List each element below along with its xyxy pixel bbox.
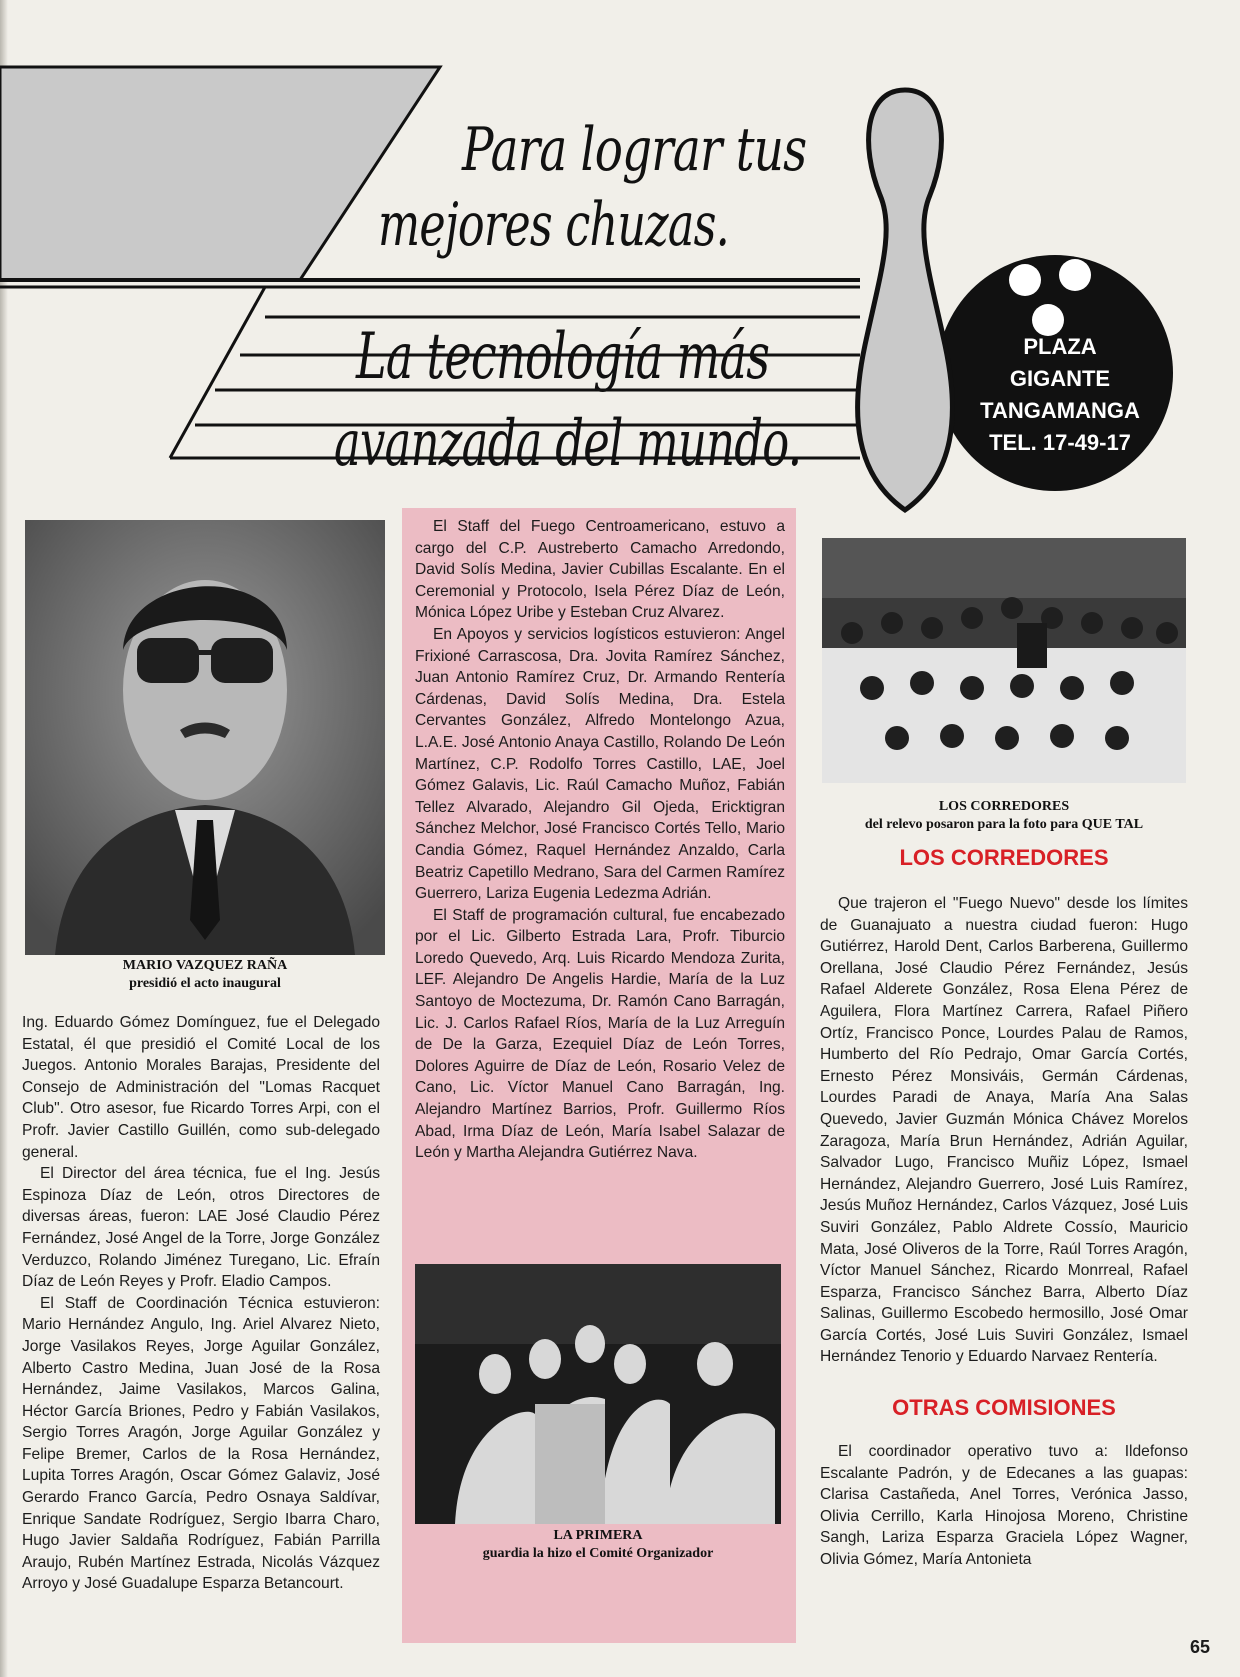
page-number: 65: [1189, 1637, 1210, 1657]
middle-paragraph: El Staff de programación cultural, fue encabezado por el Lic. Gilberto Estrada Lara, Profr. Tiburcio Loredo Quevedo, Arq. Luis Ricardo Mendoza Zurita, LEF. Alejandro De Angelis Hardie, María de la Luz Santoyo de Moctezuma, Dr. Ramón Cano Barragán, Lic. J. Carlos Rafael Ríos, María de la Luz Arreguín de De la Garza, Ezequiel Díaz de León Torres, Dolores Aguirre de Díaz de León, Rosario Velez de Cano, Lic. Víctor Manuel Cano Barragán, Ing. Alejandro Martínez Barrios, Profr. Guillermo Ríos Abad, Irma Díaz de León, María Isabel Salazar de León y Martha Alejandra Gutiérrez Nava.: [415, 906, 785, 1162]
section-heading-runners: LOS CORREDORES: [899, 845, 1109, 870]
ad-phone: TEL. 17-49-17: [989, 430, 1131, 455]
left-column-text: [22, 1012, 380, 1595]
right-paragraph: Que trajeron el "Fuego Nuevo" desde los límites de Guanajuato a nuestra ciudad fueron: Hugo Gutiérrez, Harold Dent, Carlos Barberena, Guillermo Orellana, José Claudio Pérez Fernández, Jesús Rafael Alderete González, Rosa Elena Pérez de Aguilera, Flora Martínez Carrera, Rafael Piñero Ortíz, Francisco Ponce, Lourdes Palau de Ramos, Humberto del Río Pedrajo, Omar García Cortés, Ernesto Pérez Monsiváis, Germán Cárdenas, Lourdes Paradi de Anaya, María Ana Salas Quevedo, Javier Guzmán Mónica Chávez Morelos Zaragoza, María Brun Hernández, Adrián Aguilar, Salvador Lugo, Francisco Muñiz López, Ismael Hernández, Alejandro Guerrero, José Luis Ramírez, Jesús Muñoz Hernández, Carlos Vázquez, José Luis Suviri González, Pablo Aldrete Cossío, Mauricio Mata, José Oliveros de la Torre, Raúl Torres Aragón, Víctor Manuel Sánchez, Ricardo Monrreal, Rafael Esparza, Francisco Sánchez Barra, Alberto Díaz Salinas, Guillermo Escobedo hermosillo, José Omar García Cortés, José Luis Suviri González, Ismael Hernández Tenorio y Eduardo Narvaez Rentería.: [820, 895, 1188, 1366]
group-guard-photo-graphic: [415, 1264, 781, 1524]
ad-place-line3: TANGAMANGA: [980, 398, 1140, 423]
ad-speed-line: [170, 287, 265, 458]
portrait-photo: [25, 520, 385, 955]
runners-photo: [822, 538, 1186, 783]
runners-caption-subtitle: del relevo posaron para la foto para QUE TAL: [864, 817, 1144, 832]
left-paragraph: El Staff de Coordinación Técnica estuvieron: Mario Hernández Angulo, Ing. Ariel Alvarez Nieto, Jorge Vasilakos Reyes, Jorge Aguilar González, Alberto Castro Medina, Juan José de la Rosa Hernández, Jaime Vasilakos, Marcos Galina, Héctor García Briones, Pedro y Fabián Vasilakos, Sergio Torres Aragón, Jorge Aguilar González y Felipe Bremer, Carlos de la Rosa Hernández, Lupita Torres Aragón, Oscar Gómez Galaviz, José Gerardo Franco García, Pedro Osnaya Saldívar, Enrique Sandate Rodríguez, Sergio Ibarra Charo, Hugo Javier Saldaña Rodríguez, Fabián Parrilla Araujo, Rubén Martínez Estrada, Nicolás Vázquez Arroyo y José Guadalupe Esparza Betancourt.: [22, 1294, 380, 1593]
bowling-advertisement: [0, 55, 1240, 515]
guard-caption-subtitle: guardia la hizo el Comité Organizador: [482, 1546, 714, 1561]
guard-caption-title: LA PRIMERA: [553, 1528, 643, 1543]
portrait-caption-subtitle: presidió el acto inaugural: [129, 976, 281, 991]
ad-tagline-line2: avanzada del mundo.: [334, 407, 802, 481]
ad-headline-line1: Para lograr tus: [462, 115, 807, 185]
ad-place-line2: GIGANTE: [1009, 366, 1111, 391]
runners-caption-title: LOS CORREDORES: [938, 799, 1070, 814]
guard-caption: [415, 1527, 781, 1563]
right-column-text: [820, 893, 1188, 1571]
ad-place-line1: PLAZA: [1023, 334, 1097, 359]
group-guard-photo: [415, 1264, 781, 1524]
portrait-photo-graphic: [25, 520, 385, 955]
bowling-pin-icon: [858, 90, 953, 510]
runners-caption: [822, 798, 1186, 834]
ad-headline-line2: mejores chuzas.: [378, 190, 730, 260]
middle-paragraph: En Apoyos y servicios logísticos estuvieron: Angel Frixioné Carrascosa, Dra. Jovita Ramírez Sánchez, Juan Antonio Ramírez Cruz, Dr. Armando Rentería Cárdenas, David Solís Medina, Dra. Estela Cervantes González, Alfredo Montelongo Azua, L.A.E. José Antonio Anaya Castillo, Rolando De León Martínez, C.P. Rodolfo Torres Castillo, LAE, Joel Gómez Galavis, Lic. Raúl Camacho Muñoz, Fabián Tellez Alvarado, Alejandro Gil Ojeda, Ericktigran Sánchez Melchor, José Francisco Cortés Tello, Mario Candia Gómez, Raquel Hernández Anzaldo, Carla Beatriz Capetillo Medrano, Sara del Carmen Ramírez Guerrero, Lariza Eugenia Ledezma Adrián.: [415, 625, 785, 903]
portrait-caption: [25, 957, 385, 993]
left-paragraph: Ing. Eduardo Gómez Domínguez, fue el Delegado Estatal, él que presidió el Comité Local de los Juegos. Antonio Morales Barajas, Presidente del Consejo de Administración del "Lomas Racquet Club". Otro asesor, fue Ricardo Torres Arpi, con el Profr. Javier Castillo Guillén, como sub-delegado general.: [22, 1014, 380, 1161]
runners-photo-graphic: [822, 538, 1186, 783]
middle-paragraph: El Staff del Fuego Centroamericano, estuvo a cargo del C.P. Austreberto Camacho Arredondo, David Solís Medina, Javier Cubillas Escalante. En el Ceremonial y Protocolo, Isela Pérez Díaz de León, Mónica López Uribe y Esteban Cruz Alvarez.: [415, 518, 785, 622]
portrait-caption-title: MARIO VAZQUEZ RAÑA: [122, 958, 288, 973]
ad-gray-banner: [0, 67, 440, 280]
right-paragraph: El coordinador operativo tuvo a: Ildefonso Escalante Padrón, y de Edecanes a las guapas: Clarisa Castañeda, Anel Torres, Verónica Jasso, Olivia Cerrillo, Karla Hinojosa Moreno, Christine Sangh, Lariza Esparza Graciela López Wagner, Olivia Gómez, María Antonieta: [820, 1443, 1188, 1569]
middle-column-text: [415, 516, 785, 1164]
section-heading-commissions: OTRAS COMISIONES: [892, 1395, 1116, 1421]
left-paragraph: El Director del área técnica, fue el Ing. Jesús Espinoza Díaz de León, otros Directores de diversas áreas, fueron: LAE José Claudio Pérez Fernández, José Angel de la Torre, Jorge González Verduzco, Rolando Jiménez Turegano, Lic. Efraín Díaz de León Reyes y Profr. Eladio Campos.: [22, 1165, 380, 1291]
ad-tagline-line1: La tecnología más: [356, 320, 770, 394]
